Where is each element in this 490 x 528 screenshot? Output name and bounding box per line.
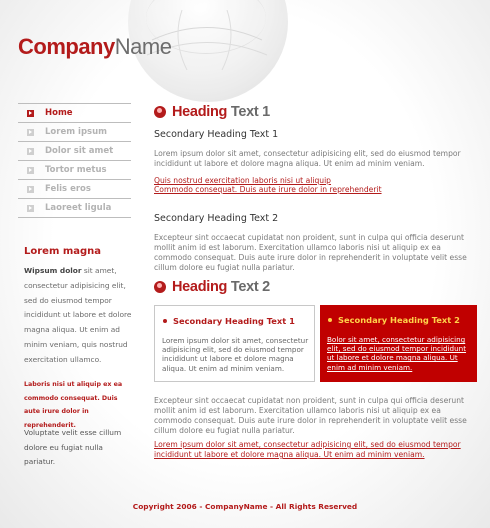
sidebar-intro-bold: Wipsum dolor bbox=[24, 266, 82, 275]
arrow-bullet-icon bbox=[27, 186, 34, 193]
arrow-bullet-icon bbox=[27, 110, 34, 117]
sidebar-intro-text: sit amet, consectetur adipisicing elit, sed do eiusmod tempor incididunt ut labore et dolore magna aliqua. Ut enim ad minim veniam, quis nostrud exercitation ullamco. bbox=[24, 266, 132, 364]
globe-icon bbox=[154, 281, 166, 293]
nav-item-laoreet-ligula[interactable] bbox=[18, 199, 131, 218]
logo-name-text: Name bbox=[114, 34, 172, 59]
box-text: Lorem ipsum dolor sit amet, consectetur adipisicing elit, sed do eiusmod tempor incididunt ut labore et dolore magna aliqua. Ut enim ad minim veniam. bbox=[162, 336, 309, 373]
nav-item-label: Dolor sit amet bbox=[45, 146, 114, 156]
nav-item-label: Laoreet ligula bbox=[45, 203, 112, 213]
paragraph-1: Lorem ipsum dolor sit amet, consectetur adipisicing elit, sed do eiusmod tempor incididunt ut labore et dolore magna aliqua. Ut enim ad minim veniam. bbox=[154, 149, 461, 168]
nav-item-lorem-ipsum[interactable] bbox=[18, 123, 131, 142]
heading-red-part: Heading bbox=[172, 104, 228, 120]
heading-red-part: Heading bbox=[172, 279, 228, 295]
nav-item-felis-eros[interactable] bbox=[18, 180, 131, 199]
main-heading-1 bbox=[154, 104, 270, 120]
nav-item-dolor-sit-amet[interactable] bbox=[18, 142, 131, 161]
bullet-dot-icon bbox=[328, 318, 332, 322]
link-3[interactable]: Lorem ipsum dolor sit amet, consectetur adipisicing elit, sed do eiusmod tempor incididunt ut labore et dolore magna aliqua. Ut enim ad minim veniam. bbox=[154, 440, 461, 459]
sidebar-intro bbox=[24, 264, 132, 368]
bullet-dot-icon bbox=[163, 319, 167, 323]
heading-grey-part: Text 2 bbox=[227, 279, 270, 295]
paragraph-3: Excepteur sint occaecat cupidatat non proident, sunt in culpa qui officia deserunt mollit anim id est laborum. Exercitation ullamco laboris nisi ut aliquip ex ea commodo consequat. Duis aute irure dolor in reprehenderit in voluptate velit esse cillum dolore eu fugiat nulla pariatur. bbox=[154, 396, 467, 435]
sidebar-nav bbox=[18, 103, 131, 218]
sidebar-title: Lorem magna bbox=[24, 246, 102, 257]
nav-item-label: Lorem ipsum bbox=[45, 127, 107, 137]
info-box-2 bbox=[320, 305, 477, 382]
info-box-1 bbox=[154, 305, 315, 382]
nav-item-tortor-metus[interactable] bbox=[18, 161, 131, 180]
secondary-heading-2: Secondary Heading Text 2 bbox=[154, 213, 279, 224]
secondary-heading-1: Secondary Heading Text 1 bbox=[154, 129, 279, 140]
sidebar-red-text: Laboris nisi ut aliquip ex ea commodo consequat. Duis aute irure dolor in reprehenderit. bbox=[24, 381, 123, 429]
nav-item-label: Tortor metus bbox=[45, 165, 107, 175]
footer-copyright: Copyright 2006 - CompanyName - All Rights Reserved bbox=[132, 502, 358, 511]
link-2[interactable]: Commodo consequat. Duis aute irure dolor in reprehenderit bbox=[154, 185, 382, 194]
link-1[interactable]: Quis nostrud exercitation laboris nisi ut aliquip bbox=[154, 176, 332, 185]
paragraph-2: Excepteur sint occaecat cupidatat non proident, sunt in culpa qui officia deserunt mollit anim id est laborum. Exercitation ullamco laboris nisi ut aliquip ex ea commodo consequat. Duis aute irure dolor in reprehenderit in voluptate velit esse cillum dolore eu fugiat nulla pariatur. bbox=[154, 233, 467, 272]
arrow-bullet-icon bbox=[27, 167, 34, 174]
box-title: Secondary Heading Text 1 bbox=[173, 316, 295, 326]
nav-item-label: Home bbox=[45, 108, 73, 118]
arrow-bullet-icon bbox=[27, 148, 34, 155]
box-link-text[interactable]: Bolor sit amet, consectetur adipisicing elit, sed do eiusmod tempor incididunt ut labore et dolore magna aliqua. Ut enim ad minim veniam. bbox=[327, 335, 467, 372]
arrow-bullet-icon bbox=[27, 129, 34, 136]
sidebar-footer-text: Voluptate velit esse cillum dolore eu fugiat nulla pariatur. bbox=[24, 428, 122, 466]
nav-item-home[interactable] bbox=[18, 104, 131, 123]
box-title: Secondary Heading Text 2 bbox=[338, 315, 460, 325]
logo-company-text: Company bbox=[18, 34, 115, 59]
heading-grey-part: Text 1 bbox=[227, 104, 270, 120]
main-heading-2 bbox=[154, 279, 270, 295]
company-logo[interactable] bbox=[18, 34, 171, 60]
arrow-bullet-icon bbox=[27, 205, 34, 212]
globe-icon bbox=[154, 106, 166, 118]
nav-item-label: Felis eros bbox=[45, 184, 91, 194]
